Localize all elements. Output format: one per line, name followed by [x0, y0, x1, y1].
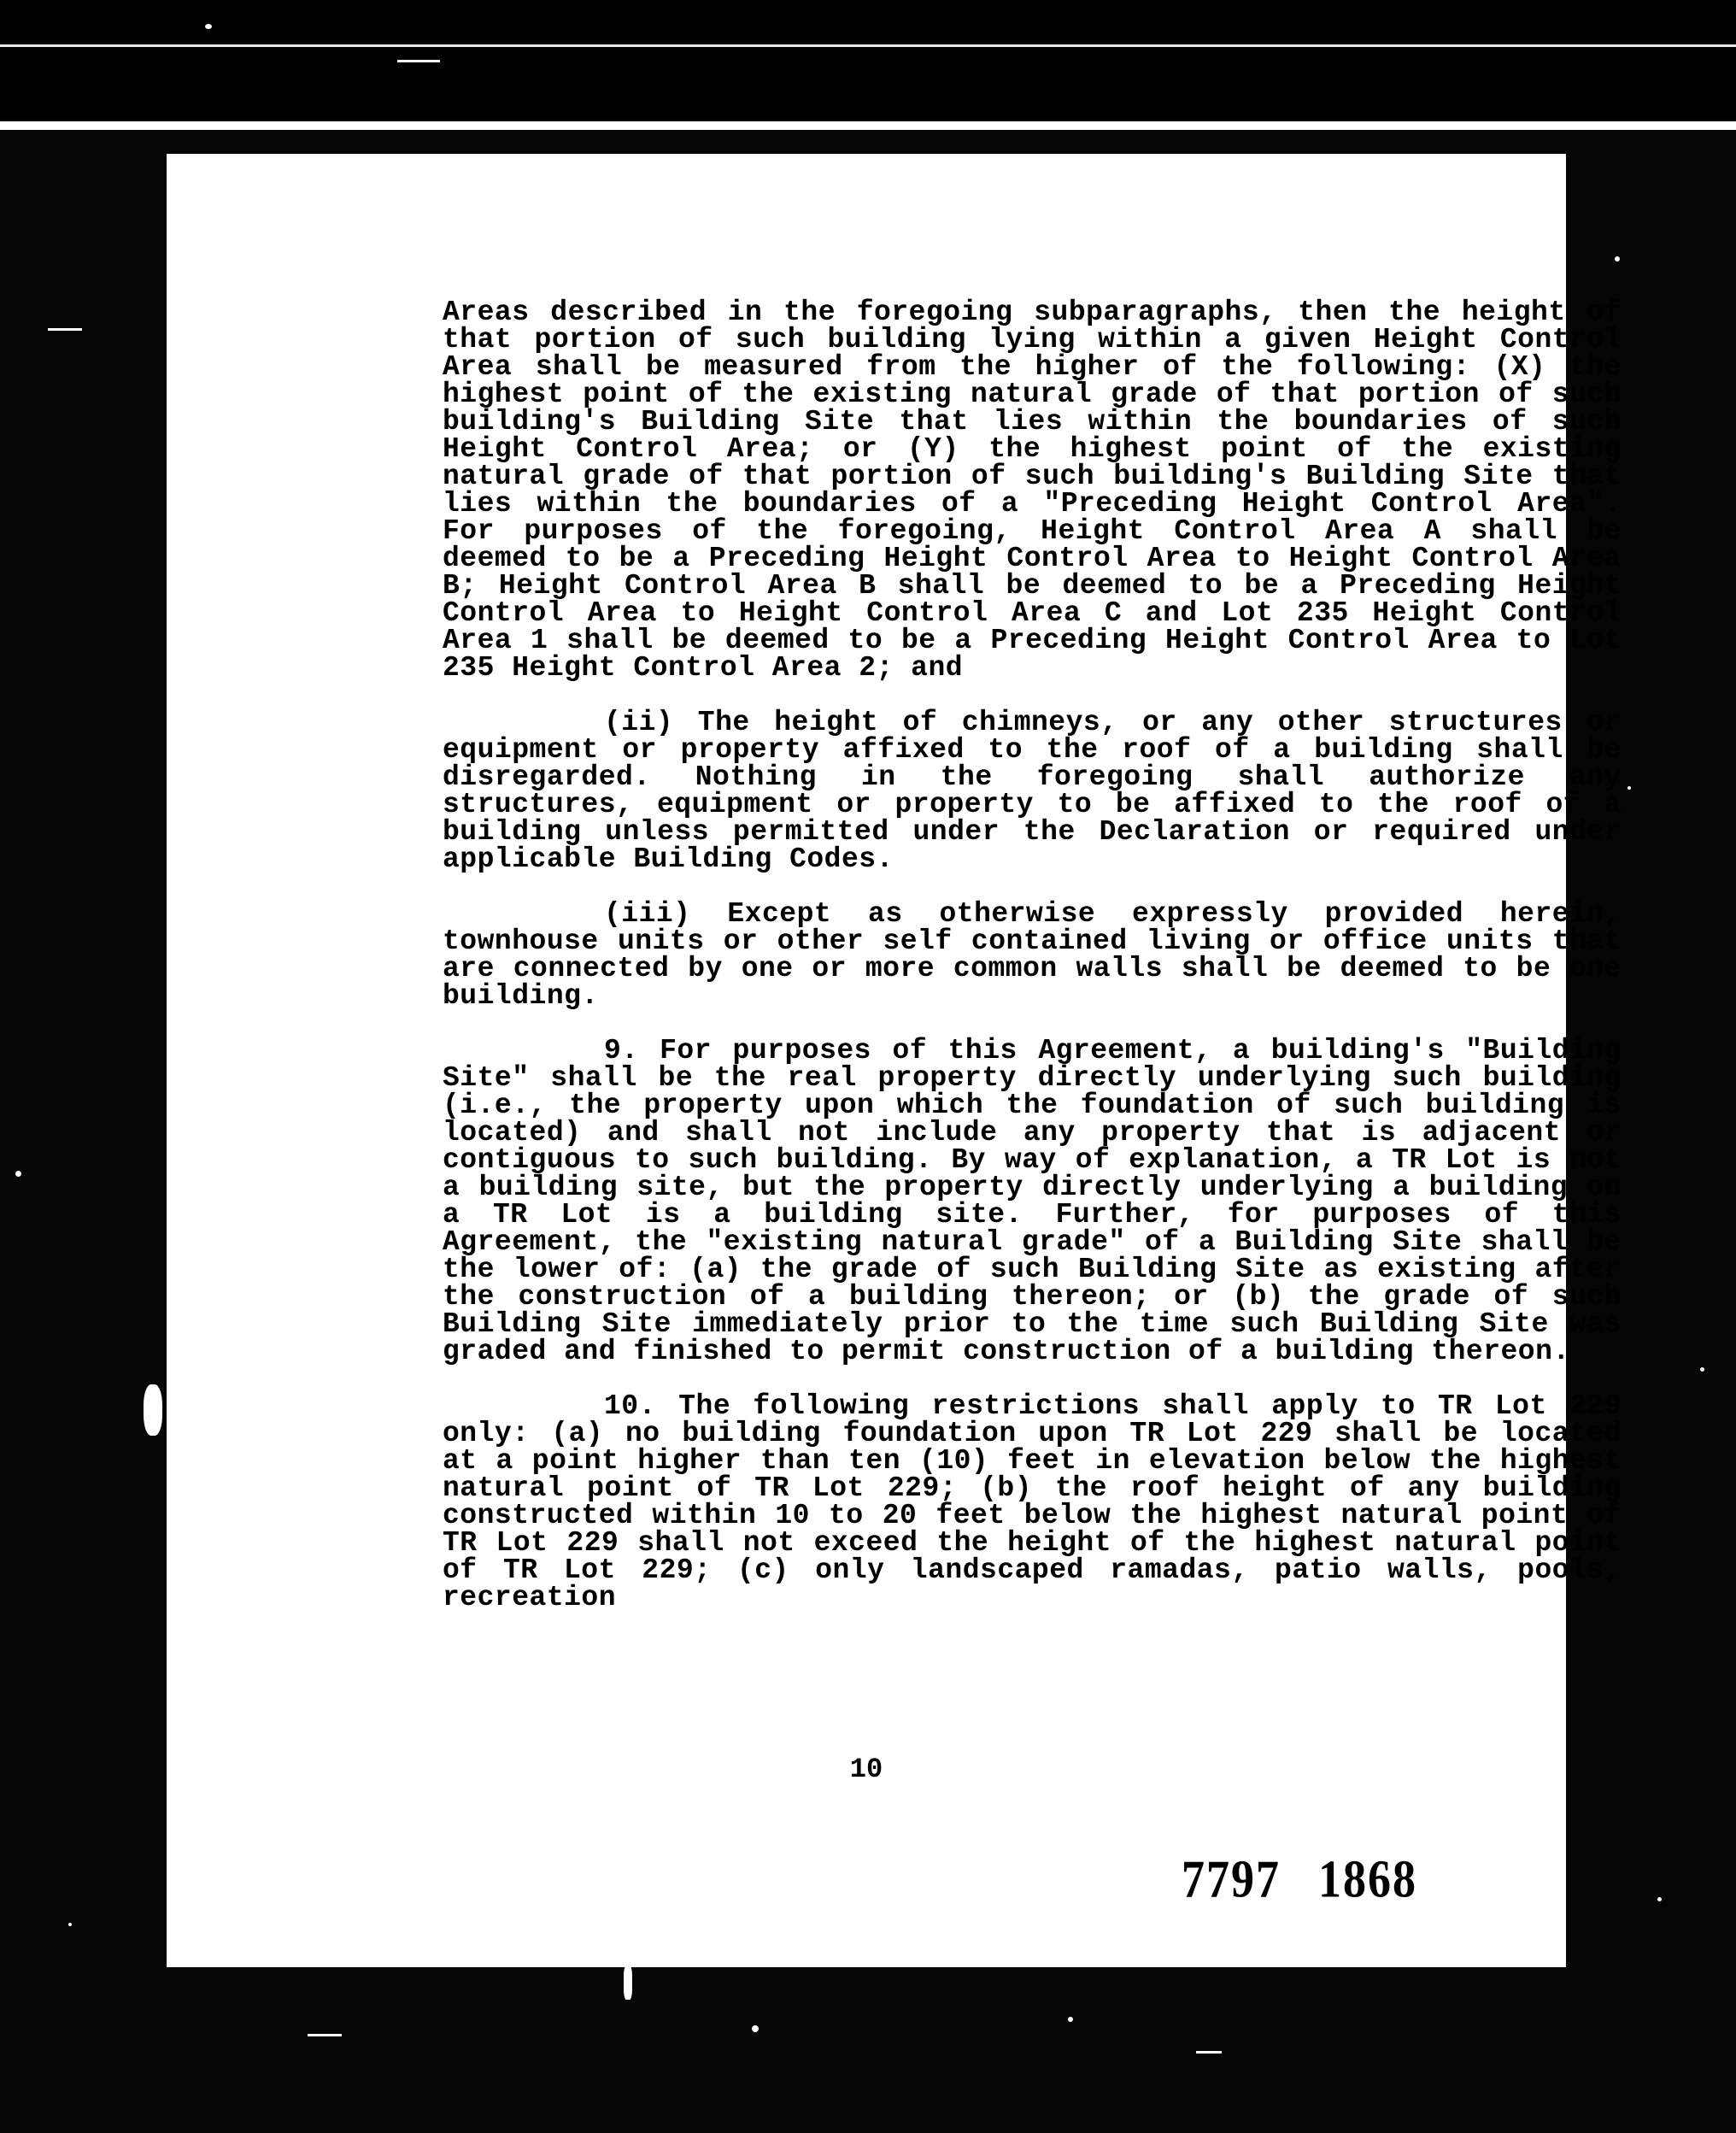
- scan-speck: [68, 1923, 72, 1926]
- scan-speck: [1196, 2051, 1222, 2054]
- scan-speck: [308, 2034, 342, 2036]
- scan-speck: [205, 24, 212, 29]
- recording-stamp: [1182, 1848, 1455, 1909]
- scan-edge-rule: [0, 121, 1736, 130]
- scan-speck: [1657, 1897, 1662, 1901]
- scan-speck: [15, 1171, 21, 1177]
- stamp-page-number: 1868: [1318, 1849, 1417, 1909]
- scan-speck: [1068, 2017, 1073, 2022]
- scan-speck: [1628, 786, 1631, 790]
- paragraph-ii-chimneys: (ii) The height of chimneys, or any other structures or equipment or property affixed to the roof of a building shall be disregarded. Nothing in the foregoing shall authorize any structures, equipment or property to be affixed to the roof of a building unless permitted under the Declaration or required under applicable Building Codes.: [443, 707, 1622, 875]
- scan-edge-line: [0, 44, 1736, 47]
- scan-speck: [397, 60, 440, 62]
- scan-speck: [624, 1966, 632, 2000]
- scan-speck: [1615, 256, 1620, 261]
- scan-speck: [144, 1384, 162, 1436]
- scan-speck: [48, 328, 82, 331]
- document-page: [167, 154, 1622, 1967]
- stamp-book-number: 7797: [1182, 1849, 1281, 1909]
- scan-speck: [1700, 1367, 1704, 1372]
- paragraph-9-building-site: 9. For purposes of this Agreement, a building's "Building Site" shall be the real property directly underlying such building (i.e., the property upon which the foundation of such building is located) and shall not include any property that is adjacent or contiguous to such building. By way of explanation, a TR Lot is not a building site, but the property directly underlying a building on a TR Lot is a building site. Further, for purposes of this Agreement, the "existing natural grade" of a Building Site shall be the lower of: (a) the grade of such Building Site as existing after the construction of a building thereon; or (b) the grade of such Building Site immediately prior to the time such Building Site was graded and finished to permit construction of a building thereon.: [443, 1035, 1622, 1367]
- scan-speck: [752, 2025, 759, 2032]
- paragraph-10-tr-lot-229: 10. The following restrictions shall apply to TR Lot 229 only: (a) no building foundation upon TR Lot 229 shall be located at a point higher than ten (10) feet in elevation below the highest natural point of TR Lot 229; (b) the roof height of any building constructed within 10 to 20 feet below the highest natural point of TR Lot 229 shall not exceed the height of the highest natural point of TR Lot 229; (c) only landscaped ramadas, patio walls, pools, recreation: [443, 1390, 1622, 1613]
- scan-top-band: [0, 0, 1736, 128]
- page-number: 10: [849, 1754, 883, 1785]
- document-body: [443, 299, 1622, 1639]
- paragraph-iii-townhouse-units: (iii) Except as otherwise expressly provided herein, townhouse units or other self contained living or office units that are connected by one or more common walls shall be deemed to be one building.: [443, 898, 1622, 1012]
- paragraph-height-control-continuation: Areas described in the foregoing subparagraphs, then the height of that portion of such building lying within a given Height Control Area shall be measured from the higher of the following: (X) the highest point of the existing natural grade of that portion of such building's Building Site that lies within the boundaries of such Height Control Area; or (Y) the highest point of the existing natural grade of that portion of such building's Building Site that lies within the boundaries of a "Preceding Height Control Area". For purposes of the foregoing, Height Control Area A shall be deemed to be a Preceding Height Control Area to Height Control Area B; Height Control Area B shall be deemed to be a Preceding Height Control Area to Height Control Area C and Lot 235 Height Control Area 1 shall be deemed to be a Preceding Height Control Area to Lot 235 Height Control Area 2; and: [443, 297, 1622, 684]
